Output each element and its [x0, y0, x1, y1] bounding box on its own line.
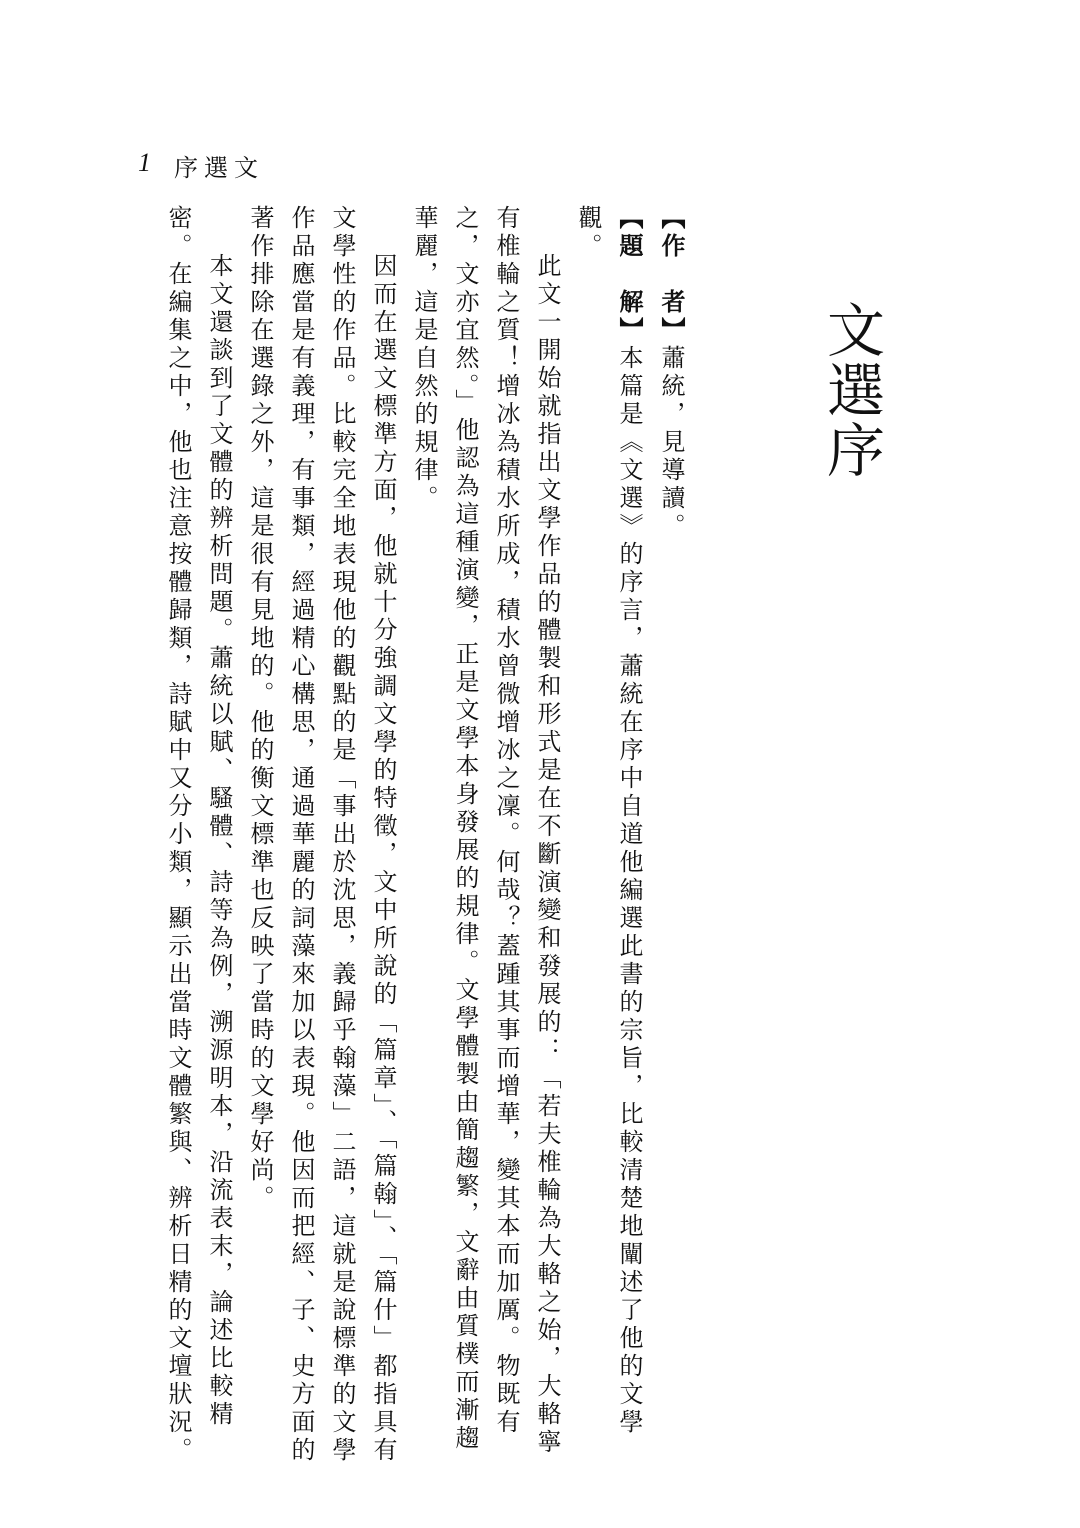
running-title: 序選文: [174, 154, 264, 182]
explanation-text: 本篇是《文選》的序言，蕭統在序中自道他編選此書的宗旨，比較清楚地闡述了他的文學觀。: [574, 205, 643, 1437]
explanation-label: 【題 解】: [615, 205, 644, 345]
author-label: 【作 者】: [657, 205, 686, 345]
explanation-line: [567, 205, 650, 1465]
body-text: [157, 205, 692, 1465]
author-line: [650, 205, 692, 1465]
author-text: 蕭統，見導讀。: [657, 345, 685, 541]
page-title: 文選序: [817, 300, 885, 480]
paragraph-3: 本文還談到了文體的辨析問題。蕭統以賦、騷體、詩等為例，溯源明本，沿流表末，論述比較精密。在編集之中，他也注意按體歸類，詩賦中又分小類，顯示出當時文體繁與、辨析日精的文壇狀況。: [164, 205, 233, 1465]
paragraph-1: 此文一開始就指出文學作品的體製和形式是在不斷演變和發展的：「若夫椎輪為大輅之始，大輅寧有椎輪之質！增冰為積水所成，積水曾微增冰之凜。何哉？蓋踵其事而增華，變其本而加厲。物既有之，文亦宜然。」他認為這種演變，正是文學本身發展的規律。文學體製由簡趨繁，文辭由質樸而漸趨華麗，這是自然的規律。: [410, 205, 561, 1457]
paragraph-2: 因而在選文標準方面，他就十分強調文學的特徵，文中所說的「篇章」、「篇翰」、「篇什」都指具有文學性的作品。比較完全地表現他的觀點的是「事出於沈思，義歸乎翰藻」二語，這就是說標準的文學作品應當是有義理，有事類，經過精心構思，通過華麗的詞藻來加以表現。他因而把經、子、史方面的著作排除在選錄之外，這是很有見地的。他的衡文標準也反映了當時的文學好尚。: [246, 205, 397, 1465]
page-number: 1: [138, 148, 151, 177]
